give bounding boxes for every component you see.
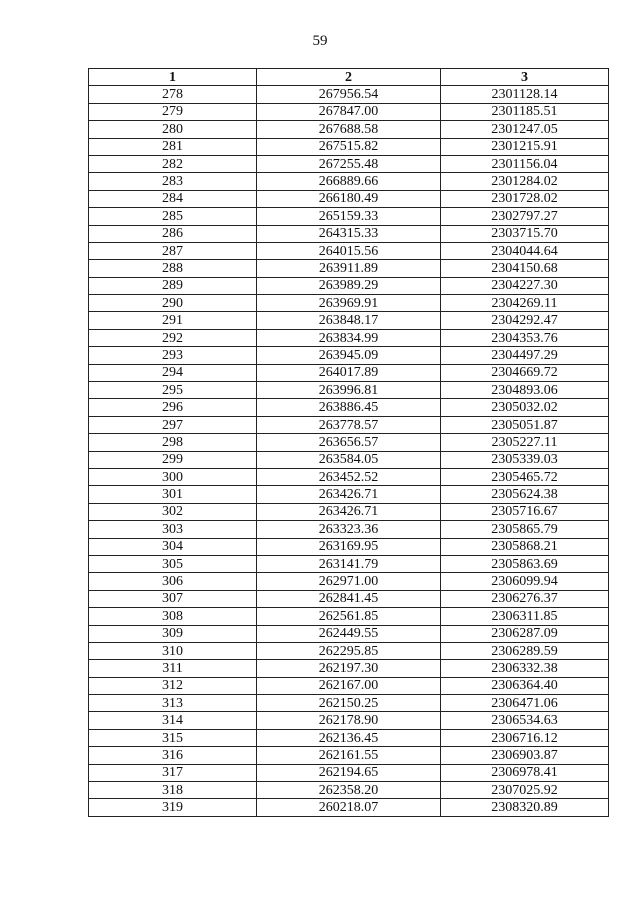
table-row xyxy=(89,347,609,364)
y-coordinate-cell: 2303715.70 xyxy=(441,225,609,242)
x-coordinate-cell: 263584.05 xyxy=(257,451,441,468)
point-number-cell: 300 xyxy=(89,468,257,485)
x-coordinate-cell: 263969.91 xyxy=(257,295,441,312)
table-row xyxy=(89,799,609,816)
point-number-cell: 313 xyxy=(89,695,257,712)
y-coordinate-cell: 2304893.06 xyxy=(441,382,609,399)
table-row xyxy=(89,764,609,781)
y-coordinate-cell: 2301728.02 xyxy=(441,190,609,207)
y-coordinate-cell: 2306276.37 xyxy=(441,590,609,607)
point-number-cell: 295 xyxy=(89,382,257,399)
x-coordinate-cell: 263834.99 xyxy=(257,329,441,346)
table-row xyxy=(89,573,609,590)
point-number-cell: 306 xyxy=(89,573,257,590)
y-coordinate-cell: 2305339.03 xyxy=(441,451,609,468)
table-row xyxy=(89,451,609,468)
y-coordinate-cell: 2306289.59 xyxy=(441,642,609,659)
point-number-cell: 289 xyxy=(89,277,257,294)
y-coordinate-cell: 2301215.91 xyxy=(441,138,609,155)
y-coordinate-cell: 2305865.79 xyxy=(441,521,609,538)
x-coordinate-cell: 267847.00 xyxy=(257,103,441,120)
point-number-cell: 297 xyxy=(89,416,257,433)
y-coordinate-cell: 2304497.29 xyxy=(441,347,609,364)
column-header-number: 1 xyxy=(89,69,257,86)
point-number-cell: 317 xyxy=(89,764,257,781)
point-number-cell: 315 xyxy=(89,729,257,746)
x-coordinate-cell: 262358.20 xyxy=(257,782,441,799)
table-row xyxy=(89,434,609,451)
y-coordinate-cell: 2302797.27 xyxy=(441,208,609,225)
x-coordinate-cell: 263886.45 xyxy=(257,399,441,416)
point-number-cell: 316 xyxy=(89,747,257,764)
point-number-cell: 293 xyxy=(89,347,257,364)
y-coordinate-cell: 2306471.06 xyxy=(441,695,609,712)
table-header-row xyxy=(89,69,609,86)
table-row xyxy=(89,729,609,746)
point-number-cell: 290 xyxy=(89,295,257,312)
point-number-cell: 296 xyxy=(89,399,257,416)
point-number-cell: 286 xyxy=(89,225,257,242)
x-coordinate-cell: 262561.85 xyxy=(257,608,441,625)
y-coordinate-cell: 2304353.76 xyxy=(441,329,609,346)
point-number-cell: 279 xyxy=(89,103,257,120)
table-row xyxy=(89,225,609,242)
y-coordinate-cell: 2306099.94 xyxy=(441,573,609,590)
x-coordinate-cell: 263426.71 xyxy=(257,486,441,503)
point-number-cell: 291 xyxy=(89,312,257,329)
point-number-cell: 281 xyxy=(89,138,257,155)
point-number-cell: 301 xyxy=(89,486,257,503)
table-row xyxy=(89,590,609,607)
point-number-cell: 308 xyxy=(89,608,257,625)
table-row xyxy=(89,208,609,225)
x-coordinate-cell: 263169.95 xyxy=(257,538,441,555)
x-coordinate-cell: 263426.71 xyxy=(257,503,441,520)
x-coordinate-cell: 262449.55 xyxy=(257,625,441,642)
y-coordinate-cell: 2305716.67 xyxy=(441,503,609,520)
point-number-cell: 309 xyxy=(89,625,257,642)
table-row xyxy=(89,242,609,259)
x-coordinate-cell: 262197.30 xyxy=(257,660,441,677)
point-number-cell: 285 xyxy=(89,208,257,225)
table-row xyxy=(89,173,609,190)
point-number-cell: 278 xyxy=(89,86,257,103)
y-coordinate-cell: 2306978.41 xyxy=(441,764,609,781)
column-header-y: 3 xyxy=(441,69,609,86)
x-coordinate-cell: 264015.56 xyxy=(257,242,441,259)
y-coordinate-cell: 2308320.89 xyxy=(441,799,609,816)
x-coordinate-cell: 263989.29 xyxy=(257,277,441,294)
y-coordinate-cell: 2305465.72 xyxy=(441,468,609,485)
table-row xyxy=(89,660,609,677)
point-number-cell: 287 xyxy=(89,242,257,259)
x-coordinate-cell: 262150.25 xyxy=(257,695,441,712)
point-number-cell: 284 xyxy=(89,190,257,207)
y-coordinate-cell: 2305868.21 xyxy=(441,538,609,555)
table-row xyxy=(89,642,609,659)
y-coordinate-cell: 2305863.69 xyxy=(441,555,609,572)
x-coordinate-cell: 262971.00 xyxy=(257,573,441,590)
x-coordinate-cell: 264017.89 xyxy=(257,364,441,381)
table-row xyxy=(89,747,609,764)
y-coordinate-cell: 2307025.92 xyxy=(441,782,609,799)
x-coordinate-cell: 263778.57 xyxy=(257,416,441,433)
column-header-x: 2 xyxy=(257,69,441,86)
y-coordinate-cell: 2304669.72 xyxy=(441,364,609,381)
y-coordinate-cell: 2306311.85 xyxy=(441,608,609,625)
y-coordinate-cell: 2301156.04 xyxy=(441,155,609,172)
coordinates-table xyxy=(88,68,609,817)
table-row xyxy=(89,382,609,399)
page-number: 59 xyxy=(312,33,328,49)
x-coordinate-cell: 266180.49 xyxy=(257,190,441,207)
point-number-cell: 311 xyxy=(89,660,257,677)
x-coordinate-cell: 263141.79 xyxy=(257,555,441,572)
x-coordinate-cell: 267255.48 xyxy=(257,155,441,172)
x-coordinate-cell: 263323.36 xyxy=(257,521,441,538)
table-row xyxy=(89,364,609,381)
point-number-cell: 310 xyxy=(89,642,257,659)
table-row xyxy=(89,399,609,416)
point-number-cell: 288 xyxy=(89,260,257,277)
y-coordinate-cell: 2301284.02 xyxy=(441,173,609,190)
table-row xyxy=(89,86,609,103)
y-coordinate-cell: 2306903.87 xyxy=(441,747,609,764)
point-number-cell: 282 xyxy=(89,155,257,172)
x-coordinate-cell: 263848.17 xyxy=(257,312,441,329)
x-coordinate-cell: 262178.90 xyxy=(257,712,441,729)
table-row xyxy=(89,295,609,312)
table-body xyxy=(89,86,609,816)
x-coordinate-cell: 264315.33 xyxy=(257,225,441,242)
table-row xyxy=(89,468,609,485)
point-number-cell: 292 xyxy=(89,329,257,346)
y-coordinate-cell: 2306364.40 xyxy=(441,677,609,694)
table-row xyxy=(89,486,609,503)
table-row xyxy=(89,103,609,120)
x-coordinate-cell: 267688.58 xyxy=(257,121,441,138)
y-coordinate-cell: 2304150.68 xyxy=(441,260,609,277)
point-number-cell: 305 xyxy=(89,555,257,572)
y-coordinate-cell: 2306287.09 xyxy=(441,625,609,642)
x-coordinate-cell: 263911.89 xyxy=(257,260,441,277)
point-number-cell: 314 xyxy=(89,712,257,729)
point-number-cell: 298 xyxy=(89,434,257,451)
x-coordinate-cell: 266889.66 xyxy=(257,173,441,190)
point-number-cell: 294 xyxy=(89,364,257,381)
table-row xyxy=(89,712,609,729)
table-row xyxy=(89,260,609,277)
table-row xyxy=(89,555,609,572)
x-coordinate-cell: 262841.45 xyxy=(257,590,441,607)
point-number-cell: 319 xyxy=(89,799,257,816)
table-row xyxy=(89,121,609,138)
x-coordinate-cell: 262295.85 xyxy=(257,642,441,659)
point-number-cell: 307 xyxy=(89,590,257,607)
x-coordinate-cell: 265159.33 xyxy=(257,208,441,225)
point-number-cell: 283 xyxy=(89,173,257,190)
x-coordinate-cell: 262194.65 xyxy=(257,764,441,781)
table-row xyxy=(89,312,609,329)
table-row xyxy=(89,538,609,555)
y-coordinate-cell: 2304269.11 xyxy=(441,295,609,312)
x-coordinate-cell: 262161.55 xyxy=(257,747,441,764)
y-coordinate-cell: 2304227.30 xyxy=(441,277,609,294)
x-coordinate-cell: 263452.52 xyxy=(257,468,441,485)
table-row xyxy=(89,503,609,520)
y-coordinate-cell: 2301247.05 xyxy=(441,121,609,138)
y-coordinate-cell: 2301185.51 xyxy=(441,103,609,120)
table-row xyxy=(89,521,609,538)
point-number-cell: 299 xyxy=(89,451,257,468)
y-coordinate-cell: 2305051.87 xyxy=(441,416,609,433)
x-coordinate-cell: 262167.00 xyxy=(257,677,441,694)
table-row xyxy=(89,608,609,625)
y-coordinate-cell: 2304292.47 xyxy=(441,312,609,329)
y-coordinate-cell: 2304044.64 xyxy=(441,242,609,259)
point-number-cell: 312 xyxy=(89,677,257,694)
table-row xyxy=(89,625,609,642)
table-row xyxy=(89,416,609,433)
x-coordinate-cell: 263945.09 xyxy=(257,347,441,364)
point-number-cell: 280 xyxy=(89,121,257,138)
table-row xyxy=(89,190,609,207)
x-coordinate-cell: 267515.82 xyxy=(257,138,441,155)
table-row xyxy=(89,138,609,155)
table-row xyxy=(89,695,609,712)
table-row xyxy=(89,677,609,694)
x-coordinate-cell: 262136.45 xyxy=(257,729,441,746)
x-coordinate-cell: 263996.81 xyxy=(257,382,441,399)
point-number-cell: 302 xyxy=(89,503,257,520)
y-coordinate-cell: 2306332.38 xyxy=(441,660,609,677)
x-coordinate-cell: 263656.57 xyxy=(257,434,441,451)
point-number-cell: 304 xyxy=(89,538,257,555)
point-number-cell: 318 xyxy=(89,782,257,799)
table-row xyxy=(89,155,609,172)
table-row xyxy=(89,277,609,294)
table-row xyxy=(89,782,609,799)
y-coordinate-cell: 2306534.63 xyxy=(441,712,609,729)
y-coordinate-cell: 2301128.14 xyxy=(441,86,609,103)
y-coordinate-cell: 2305032.02 xyxy=(441,399,609,416)
table-row xyxy=(89,329,609,346)
y-coordinate-cell: 2306716.12 xyxy=(441,729,609,746)
x-coordinate-cell: 260218.07 xyxy=(257,799,441,816)
point-number-cell: 303 xyxy=(89,521,257,538)
y-coordinate-cell: 2305227.11 xyxy=(441,434,609,451)
y-coordinate-cell: 2305624.38 xyxy=(441,486,609,503)
x-coordinate-cell: 267956.54 xyxy=(257,86,441,103)
